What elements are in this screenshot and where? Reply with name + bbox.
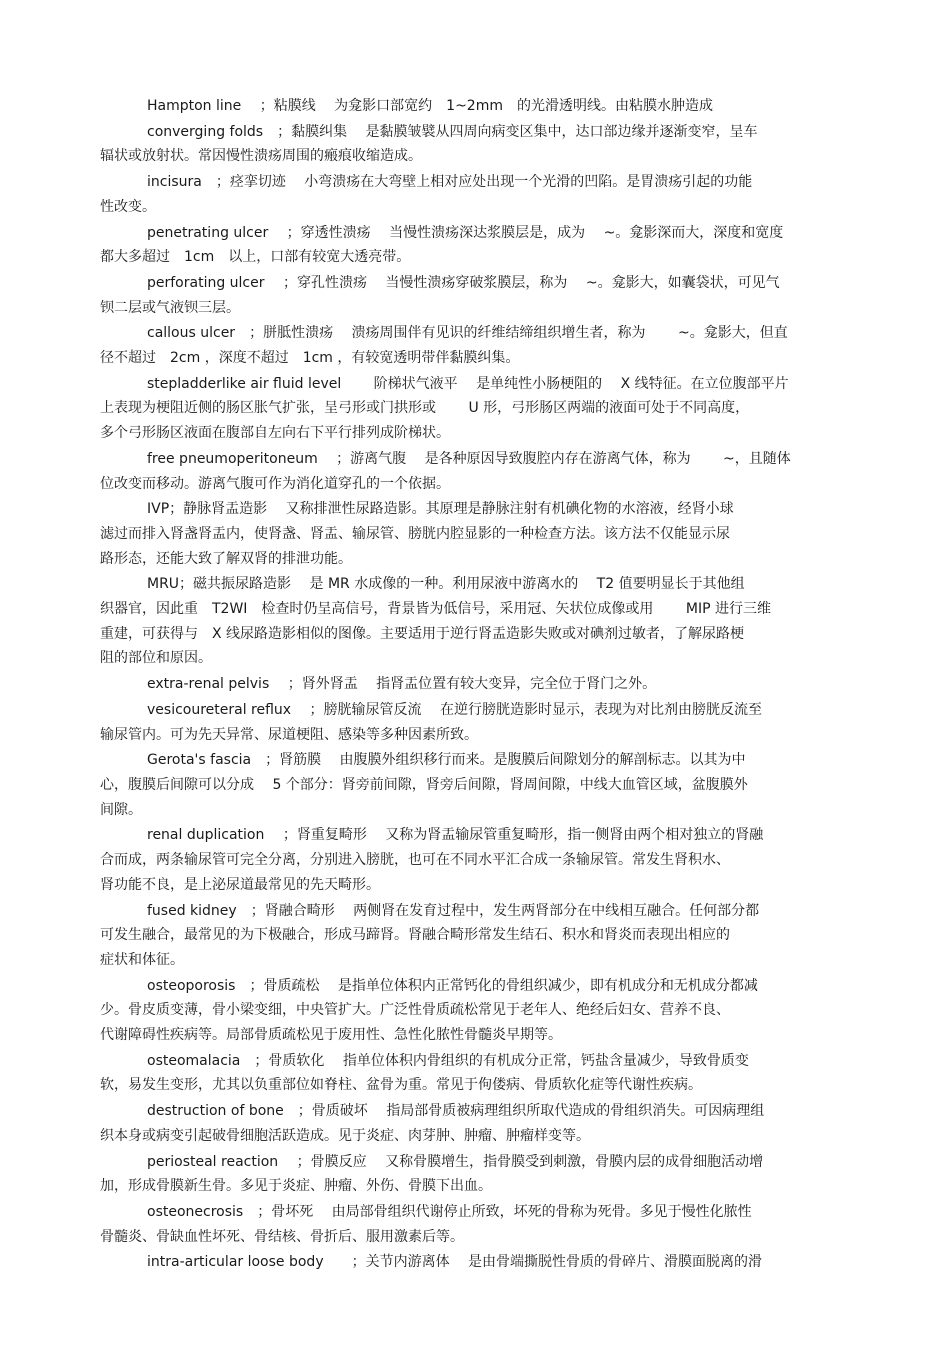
entry-continuation-line: 肾功能不良，是上泌尿道最常见的先天畸形。	[100, 876, 380, 893]
glossary-entry-periosteal-reaction	[100, 1150, 845, 1199]
entry-continuation-line: 输尿管内。可为先天异常、尿道梗阻、感染等多种因素所致。	[100, 726, 478, 743]
entry-continuation-line: 织器官，因此重 T2WI 检查时仍呈高信号，背景皆为低信号，采用冠、矢状位成像或用 MIP 进行三维	[100, 601, 771, 618]
entry-continuation-line: 滤过而排入肾盏肾盂内，使肾盏、肾盂、输尿管、膀胱内腔显影的一种检查方法。该方法不仅能显示尿	[100, 525, 730, 542]
glossary-entry-penetrating-ulcer	[100, 221, 845, 270]
glossary-entry-incisura	[100, 170, 845, 219]
entry-continuation-line: 软，易发生变形，尤其以负重部位如脊柱、盆骨为重。常见于佝偻病、骨质软化症等代谢性疾病。	[100, 1077, 702, 1094]
glossary-entry-vesicoureteral-reflux	[100, 698, 845, 747]
glossary-entry-mru	[100, 572, 845, 671]
entry-term-line: extra-renal pelvis ；肾外肾盂 指肾盂位置有较大变异，完全位于肾门之外。	[147, 676, 657, 693]
entry-continuation-line: 路形态，还能大致了解双肾的排泄功能。	[100, 550, 352, 567]
entry-continuation-line: 径不超过 2cm ，深度不超过 1cm ，有较宽透明带伴黏膜纠集。	[100, 350, 520, 367]
entry-term-line: stepladderlike air fluid level 阶梯状气液平 是单纯性小肠梗阻的 X 线特征。在立位腹部平片	[147, 375, 789, 392]
entry-term-line: Gerota's fascia ；肾筋膜 由腹膜外组织移行而来。是腹膜后间隙划分的解剖标志。以其为中	[147, 752, 746, 769]
glossary-entries	[100, 94, 845, 1276]
entry-continuation-line: 多个弓形肠区液面在腹部自左向右下平行排列成阶梯状。	[100, 425, 450, 442]
entry-term-line: osteonecrosis ；骨坏死 由局部骨组织代谢停止所致，坏死的骨称为死骨。多见于慢性化脓性	[147, 1203, 752, 1220]
entry-term-line: penetrating ulcer ；穿透性溃疡 当慢性溃疡深达浆膜层是，成为 ~。龛影深而大，深度和宽度	[147, 224, 784, 241]
entry-term-line: renal duplication ；肾重复畸形 又称为肾盂输尿管重复畸形，指一侧肾由两个相对独立的肾融	[147, 827, 764, 844]
entry-continuation-line: 加，形成骨膜新生骨。多见于炎症、肿瘤、外伤、骨膜下出血。	[100, 1178, 492, 1195]
entry-continuation-line: 阻的部位和原因。	[100, 650, 212, 667]
glossary-entry-stepladderlike-air-fluid-level	[100, 372, 845, 446]
glossary-entry-intra-articular-loose-body	[100, 1250, 845, 1275]
entry-term-line: osteoporosis ；骨质疏松 是指单位体积内正常钙化的骨组织减少，即有机成分和无机成分都减	[147, 977, 758, 994]
entry-term-line: destruction of bone ；骨质破坏 指局部骨质被病理组织所取代造成的骨组织消失。可因病理组	[147, 1103, 765, 1120]
glossary-entry-renal-duplication	[100, 823, 845, 897]
entry-term-line: fused kidney ；肾融合畸形 两侧肾在发育过程中，发生两肾部分在中线相互融合。任何部分都	[147, 902, 760, 919]
glossary-entry-osteoporosis	[100, 974, 845, 1048]
entry-continuation-line: 位改变而移动。游离气腹可作为消化道穿孔的一个依据。	[100, 475, 450, 492]
entry-term-line: MRU；磁共振尿路造影 是 MR 水成像的一种。利用尿液中游离水的 T2 值要明显长于其他组	[147, 576, 745, 593]
glossary-entry-free-pneumoperitoneum	[100, 447, 845, 496]
glossary-entry-osteomalacia	[100, 1049, 845, 1098]
entry-continuation-line: 性改变。	[100, 198, 156, 215]
entry-term-line: periosteal reaction ；骨膜反应 又称骨膜增生，指骨膜受到刺激，骨膜内层的成骨细胞活动增	[147, 1153, 764, 1170]
entry-term-line: callous ulcer ；胼胝性溃疡 溃疡周围伴有见识的纤维结缔组织增生者，称为 ~。龛影大，但直	[147, 325, 788, 342]
glossary-entry-hampton-line	[100, 94, 845, 119]
entry-continuation-line: 症状和体征。	[100, 951, 184, 968]
entry-continuation-line: 间隙。	[100, 801, 142, 818]
entry-term-line: Hampton line ；粘膜线 为龛影口部宽约 1~2mm 的光滑透明线。由粘膜水肿造成	[147, 98, 713, 114]
entry-term-line: perforating ulcer ；穿孔性溃疡 当慢性溃疡穿破浆膜层，称为 ~。龛影大，如囊袋状，可见气	[147, 274, 780, 291]
entry-term-line: converging folds ；黏膜纠集 是黏膜皱襞从四周向病变区集中，达口部边缘并逐渐变窄，呈车	[147, 123, 758, 140]
entry-continuation-line: 都大多超过 1cm 以上，口部有较宽大透亮带。	[100, 249, 411, 266]
glossary-entry-gerotas-fascia	[100, 748, 845, 822]
glossary-entry-destruction-of-bone	[100, 1099, 845, 1148]
entry-continuation-line: 上表现为梗阻近侧的肠区胀气扩张，呈弓形或门拱形或 U 形，弓形肠区两端的液面可处于不同高度，	[100, 400, 750, 417]
glossary-entry-extra-renal-pelvis	[100, 672, 845, 697]
glossary-entry-fused-kidney	[100, 899, 845, 973]
glossary-entry-callous-ulcer	[100, 321, 845, 370]
entry-term-line: IVP；静脉肾盂造影 又称排泄性尿路造影。其原理是静脉注射有机碘化物的水溶液，经肾小球	[147, 501, 734, 518]
entry-term-line: incisura ；痉挛切迹 小弯溃疡在大弯壁上相对应处出现一个光滑的凹陷。是胃溃疡引起的功能	[147, 174, 753, 191]
glossary-entry-perforating-ulcer	[100, 271, 845, 320]
entry-continuation-line: 钡二层或气液钡三层。	[100, 299, 240, 316]
glossary-entry-ivp	[100, 497, 845, 571]
glossary-entry-osteonecrosis	[100, 1200, 845, 1249]
entry-term-line: vesicoureteral reflux ；膀胱输尿管反流 在逆行膀胱造影时显示，表现为对比剂由膀胱反流至	[147, 701, 762, 718]
entry-term-line: free pneumoperitoneum ；游离气腹 是各种原因导致腹腔内存在游离气体，称为 ~，且随体	[147, 450, 791, 467]
entry-continuation-line: 少。骨皮质变薄，骨小梁变细，中央管扩大。广泛性骨质疏松常见于老年人、绝经后妇女、营养不良、	[100, 1002, 730, 1019]
entry-continuation-line: 合而成，两条输尿管可完全分离，分别进入膀胱，也可在不同水平汇合成一条输尿管。常发生肾积水、	[100, 852, 730, 869]
glossary-entry-converging-folds	[100, 120, 845, 169]
entry-continuation-line: 辐状或放射状。常因慢性溃疡周围的瘢痕收缩造成。	[100, 148, 422, 165]
entry-continuation-line: 心，腹膜后间隙可以分成 5 个部分：肾旁前间隙，肾旁后间隙，肾周间隙，中线大血管区域，盆腹膜外	[100, 776, 748, 793]
entry-continuation-line: 可发生融合，最常见的为下极融合，形成马蹄肾。肾融合畸形常发生结石、积水和肾炎而表现出相应的	[100, 927, 730, 944]
entry-term-line: intra-articular loose body ；关节内游离体 是由骨端撕脱性骨质的骨碎片、滑膜面脱离的滑	[147, 1254, 763, 1271]
entry-continuation-line: 重建，可获得与 X 线尿路造影相似的图像。主要适用于逆行肾盂造影失败或对碘剂过敏者，了解尿路梗	[100, 625, 745, 642]
entry-continuation-line: 骨髓炎、骨缺血性坏死、骨结核、骨折后、服用激素后等。	[100, 1228, 464, 1245]
entry-continuation-line: 织本身或病变引起破骨细胞活跃造成。见于炎症、肉芽肿、肿瘤、肿瘤样变等。	[100, 1127, 590, 1144]
entry-continuation-line: 代谢障碍性疾病等。局部骨质疏松见于废用性、急性化脓性骨髓炎早期等。	[100, 1027, 562, 1044]
entry-term-line: osteomalacia ；骨质软化 指单位体积内骨组织的有机成分正常，钙盐含量减少，导致骨质变	[147, 1052, 749, 1069]
